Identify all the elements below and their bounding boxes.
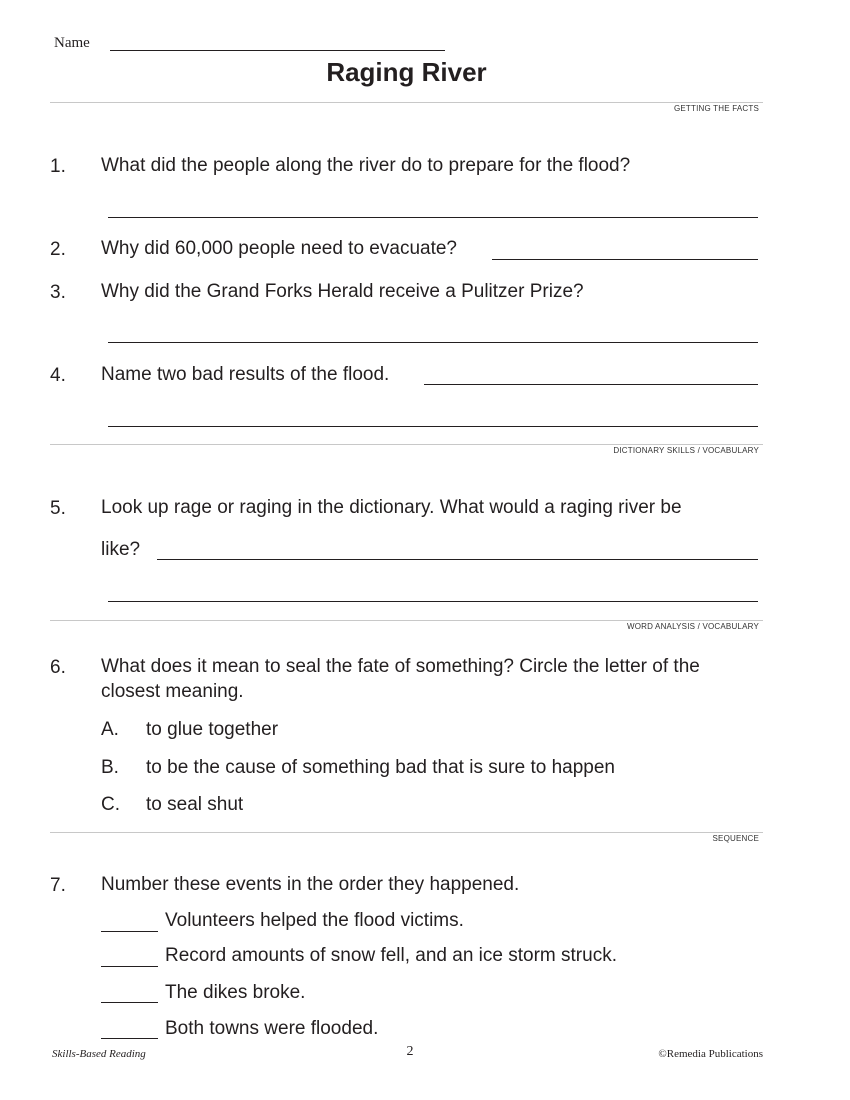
option-a-letter[interactable]: A.: [101, 719, 119, 740]
question-4-answer-line-1[interactable]: [424, 384, 758, 385]
question-2-answer-line[interactable]: [492, 259, 758, 260]
question-6-text: What does it mean to seal the fate of something? Circle the letter of the: [101, 656, 700, 677]
event-1-text: Volunteers helped the flood victims.: [165, 910, 464, 931]
event-2-text: Record amounts of snow fell, and an ice storm struck.: [165, 945, 617, 966]
section-divider: [50, 444, 763, 445]
event-3-blank[interactable]: [101, 1002, 158, 1003]
option-c-letter[interactable]: C.: [101, 794, 120, 815]
question-4-answer-line-2[interactable]: [108, 426, 758, 427]
question-5-text-line-2: like?: [101, 539, 141, 560]
question-1-number: 1.: [50, 156, 66, 177]
event-4-blank[interactable]: [101, 1038, 158, 1039]
page-title: Raging River: [326, 57, 487, 87]
event-3-text: The dikes broke.: [165, 982, 306, 1003]
event-2-blank[interactable]: [101, 966, 158, 967]
question-3-answer-line[interactable]: [108, 342, 758, 343]
question-7-text: Number these events in the order they happened.: [101, 874, 520, 895]
question-5-text: Look up rage or raging in the dictionary. What would a raging river be: [101, 497, 682, 518]
name-label: Name: [54, 35, 90, 51]
footer-page-number: 2: [406, 1044, 414, 1059]
question-5-answer-line-2[interactable]: [108, 601, 758, 602]
section-label-sequence: SEQUENCE: [712, 834, 759, 843]
question-1-answer-line[interactable]: [108, 217, 758, 218]
footer-publisher: ©Remedia Publications: [658, 1048, 763, 1060]
question-5-number: 5.: [50, 498, 66, 519]
option-b-text: to be the cause of something bad that is sure to happen: [146, 757, 615, 778]
section-label-word-analysis: WORD ANALYSIS / VOCABULARY: [626, 622, 759, 631]
section-divider: [50, 620, 763, 621]
section-label-getting-facts: GETTING THE FACTS: [673, 104, 759, 113]
question-5-answer-line-1[interactable]: [157, 559, 758, 560]
question-4-text: Name two bad results of the flood.: [101, 364, 390, 385]
section-divider: [50, 832, 763, 833]
option-a-text: to glue together: [146, 719, 279, 740]
question-3-number: 3.: [50, 282, 66, 303]
question-6-number: 6.: [50, 657, 66, 678]
question-6-text-line-2: closest meaning.: [101, 681, 244, 702]
question-2-number: 2.: [50, 239, 66, 260]
option-b-letter[interactable]: B.: [101, 757, 119, 778]
footer-book-title: Skills-Based Reading: [52, 1048, 146, 1060]
option-c-text: to seal shut: [146, 794, 244, 815]
section-label-dictionary: DICTIONARY SKILLS / VOCABULARY: [613, 446, 759, 455]
question-1-text: What did the people along the river do to prepare for the flood?: [101, 155, 631, 176]
event-4-text: Both towns were flooded.: [165, 1018, 379, 1039]
question-7-number: 7.: [50, 875, 66, 896]
question-3-text: Why did the Grand Forks Herald receive a Pulitzer Prize?: [101, 281, 584, 302]
question-2-text: Why did 60,000 people need to evacuate?: [101, 238, 457, 259]
question-4-number: 4.: [50, 365, 66, 386]
event-1-blank[interactable]: [101, 931, 158, 932]
name-answer-line[interactable]: [110, 50, 445, 51]
section-divider: [50, 102, 763, 103]
